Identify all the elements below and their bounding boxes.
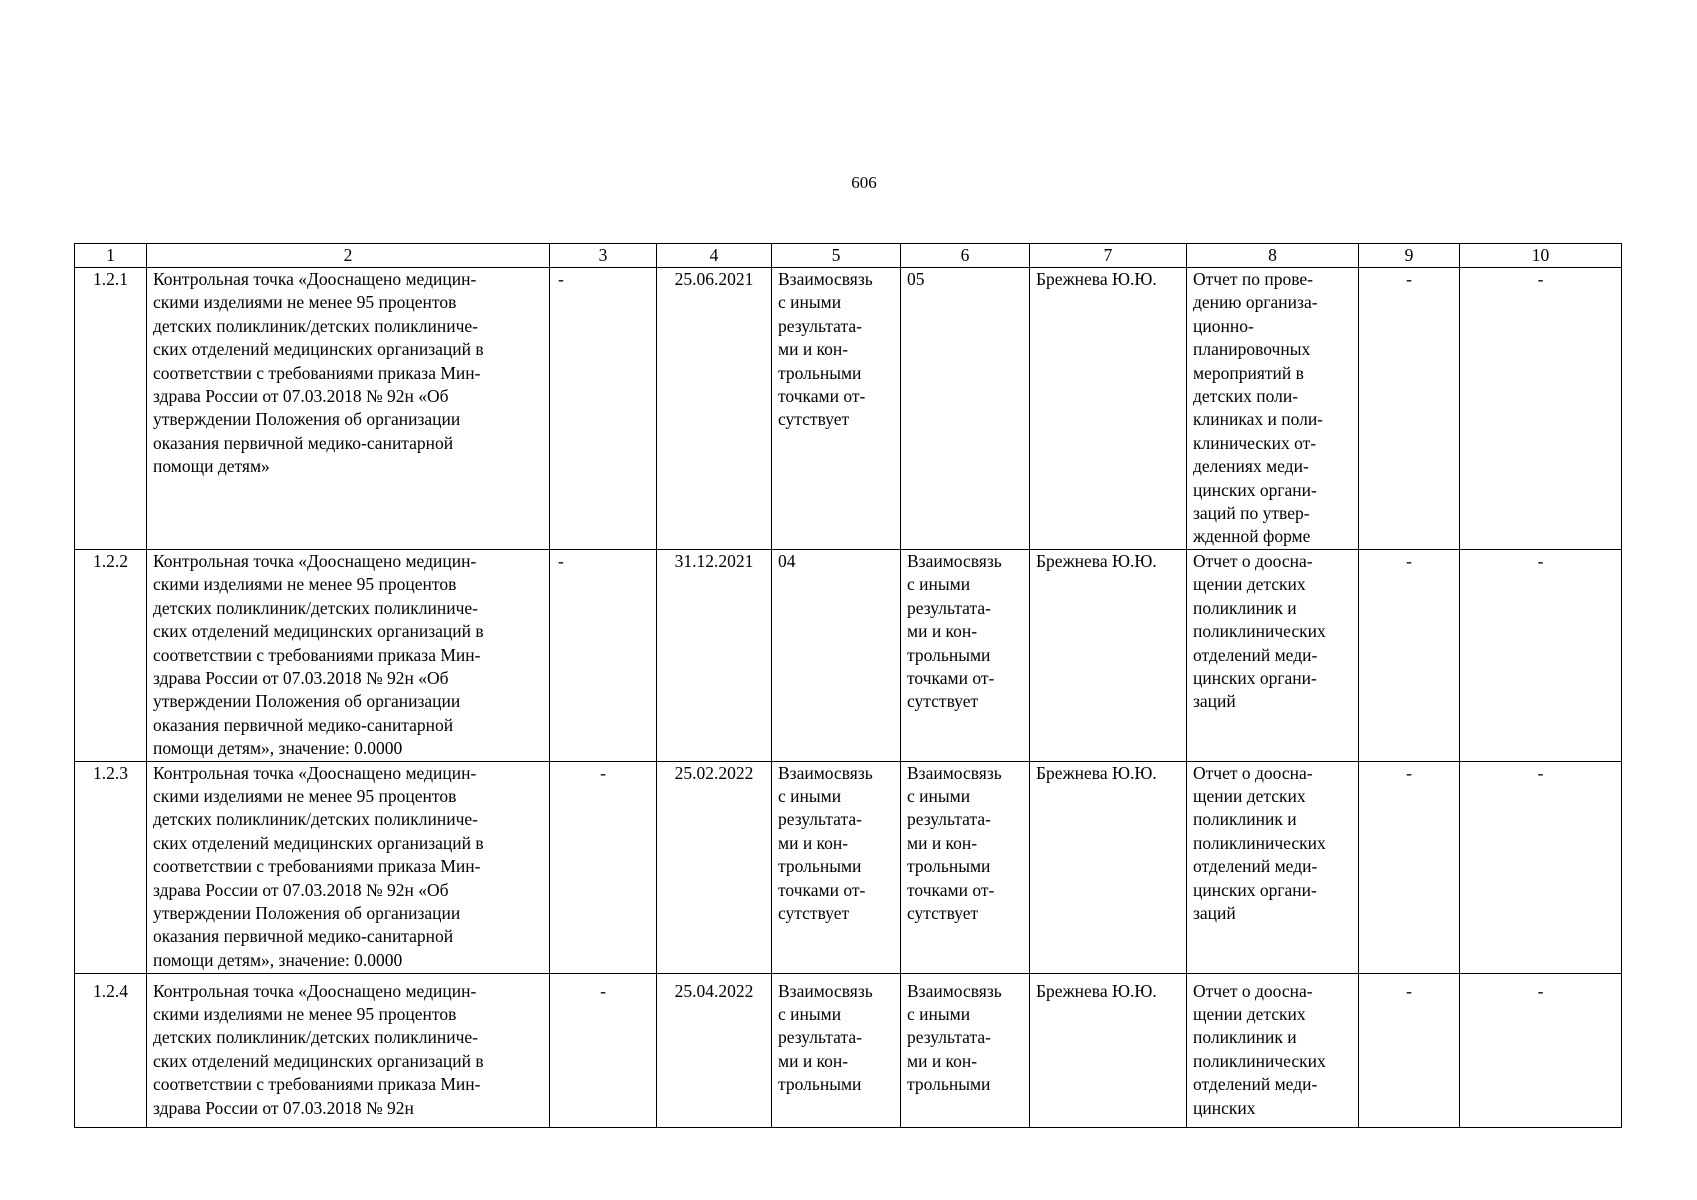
responsible-cell: Брежнева Ю.Ю.	[1030, 549, 1187, 761]
col5-cell: Взаимосвязь с иными результата- ми и кон- трольными	[772, 973, 901, 1127]
col6-cell: 05	[901, 268, 1030, 550]
table-row	[75, 549, 1622, 761]
col10-cell: -	[1460, 973, 1622, 1127]
col9-cell: -	[1359, 973, 1460, 1127]
report-cell: Отчет о доосна- щении детских поликлиник и поликлинических отделений меди- цинских органи- заций	[1187, 549, 1359, 761]
table-row	[75, 268, 1622, 550]
date-cell: 31.12.2021	[657, 549, 772, 761]
col10-cell: -	[1460, 761, 1622, 973]
header-col-4: 4	[657, 244, 772, 268]
table-header-row	[75, 244, 1622, 268]
responsible-cell: Брежнева Ю.Ю.	[1030, 761, 1187, 973]
col10-cell: -	[1460, 268, 1622, 550]
col6-cell: Взаимосвязь с иными результата- ми и кон- трольными	[901, 973, 1030, 1127]
col9-cell: -	[1359, 268, 1460, 550]
row-id-cell: 1.2.4	[75, 973, 147, 1127]
col5-cell: Взаимосвязь с иными результата- ми и кон- трольными точками от- сутствует	[772, 268, 901, 550]
description-cell: Контрольная точка «Дооснащено медицин- скими изделиями не менее 95 процентов детских поликлиник/детских поликлиниче- ских отделений медицинских организаций в соответствии с требованиями приказа Мин- здрава России от 07.03.2018 № 92н	[147, 973, 550, 1127]
report-cell: Отчет по прове- дению организа- ционно- планировочных мероприятий в детских поли- клиниках и поли- клинических от- делениях меди- цинских органи- заций по утвер- жденной форме	[1187, 268, 1359, 550]
col9-cell: -	[1359, 549, 1460, 761]
header-col-3: 3	[550, 244, 657, 268]
date-cell: 25.06.2021	[657, 268, 772, 550]
description-cell: Контрольная точка «Дооснащено медицин- скими изделиями не менее 95 процентов детских поликлиник/детских поликлиниче- ских отделений медицинских организаций в соответствии с требованиями приказа Мин- здрава России от 07.03.2018 № 92н «Об утверждении Положения об организации оказания первичной медико-санитарной помощи детям», значение: 0.0000	[147, 549, 550, 761]
header-col-7: 7	[1030, 244, 1187, 268]
row-id-cell: 1.2.1	[75, 268, 147, 550]
report-cell: Отчет о доосна- щении детских поликлиник и поликлинических отделений меди- цинских органи- заций	[1187, 761, 1359, 973]
control-points-table	[74, 243, 1622, 1128]
header-col-6: 6	[901, 244, 1030, 268]
description-cell: Контрольная точка «Дооснащено медицин- скими изделиями не менее 95 процентов детских поликлиник/детских поликлиниче- ских отделений медицинских организаций в соответствии с требованиями приказа Мин- здрава России от 07.03.2018 № 92н «Об утверждении Положения об организации оказания первичной медико-санитарной помощи детям»	[147, 268, 550, 550]
description-cell: Контрольная точка «Дооснащено медицин- скими изделиями не менее 95 процентов детских поликлиник/детских поликлиниче- ских отделений медицинских организаций в соответствии с требованиями приказа Мин- здрава России от 07.03.2018 № 92н «Об утверждении Положения об организации оказания первичной медико-санитарной помощи детям», значение: 0.0000	[147, 761, 550, 973]
date-cell: 25.02.2022	[657, 761, 772, 973]
header-col-9: 9	[1359, 244, 1460, 268]
responsible-cell: Брежнева Ю.Ю.	[1030, 268, 1187, 550]
col3-cell: -	[550, 268, 657, 550]
date-cell: 25.04.2022	[657, 973, 772, 1127]
page-number: 606	[851, 173, 877, 192]
header-col-10: 10	[1460, 244, 1622, 268]
row-id-cell: 1.2.3	[75, 761, 147, 973]
col9-cell: -	[1359, 761, 1460, 973]
header-col-8: 8	[1187, 244, 1359, 268]
table-row	[75, 761, 1622, 973]
col5-cell: Взаимосвязь с иными результата- ми и кон- трольными точками от- сутствует	[772, 761, 901, 973]
responsible-cell: Брежнева Ю.Ю.	[1030, 973, 1187, 1127]
col10-cell: -	[1460, 549, 1622, 761]
row-id-cell: 1.2.2	[75, 549, 147, 761]
col3-cell: -	[550, 973, 657, 1127]
col3-cell: -	[550, 761, 657, 973]
header-col-2: 2	[147, 244, 550, 268]
header-col-5: 5	[772, 244, 901, 268]
header-col-1: 1	[75, 244, 147, 268]
col5-cell: 04	[772, 549, 901, 761]
col6-cell: Взаимосвязь с иными результата- ми и кон- трольными точками от- сутствует	[901, 761, 1030, 973]
report-cell: Отчет о доосна- щении детских поликлиник и поликлинических отделений меди- цинских	[1187, 973, 1359, 1127]
col3-cell: -	[550, 549, 657, 761]
col6-cell: Взаимосвязь с иными результата- ми и кон- трольными точками от- сутствует	[901, 549, 1030, 761]
table-row	[75, 973, 1622, 1127]
